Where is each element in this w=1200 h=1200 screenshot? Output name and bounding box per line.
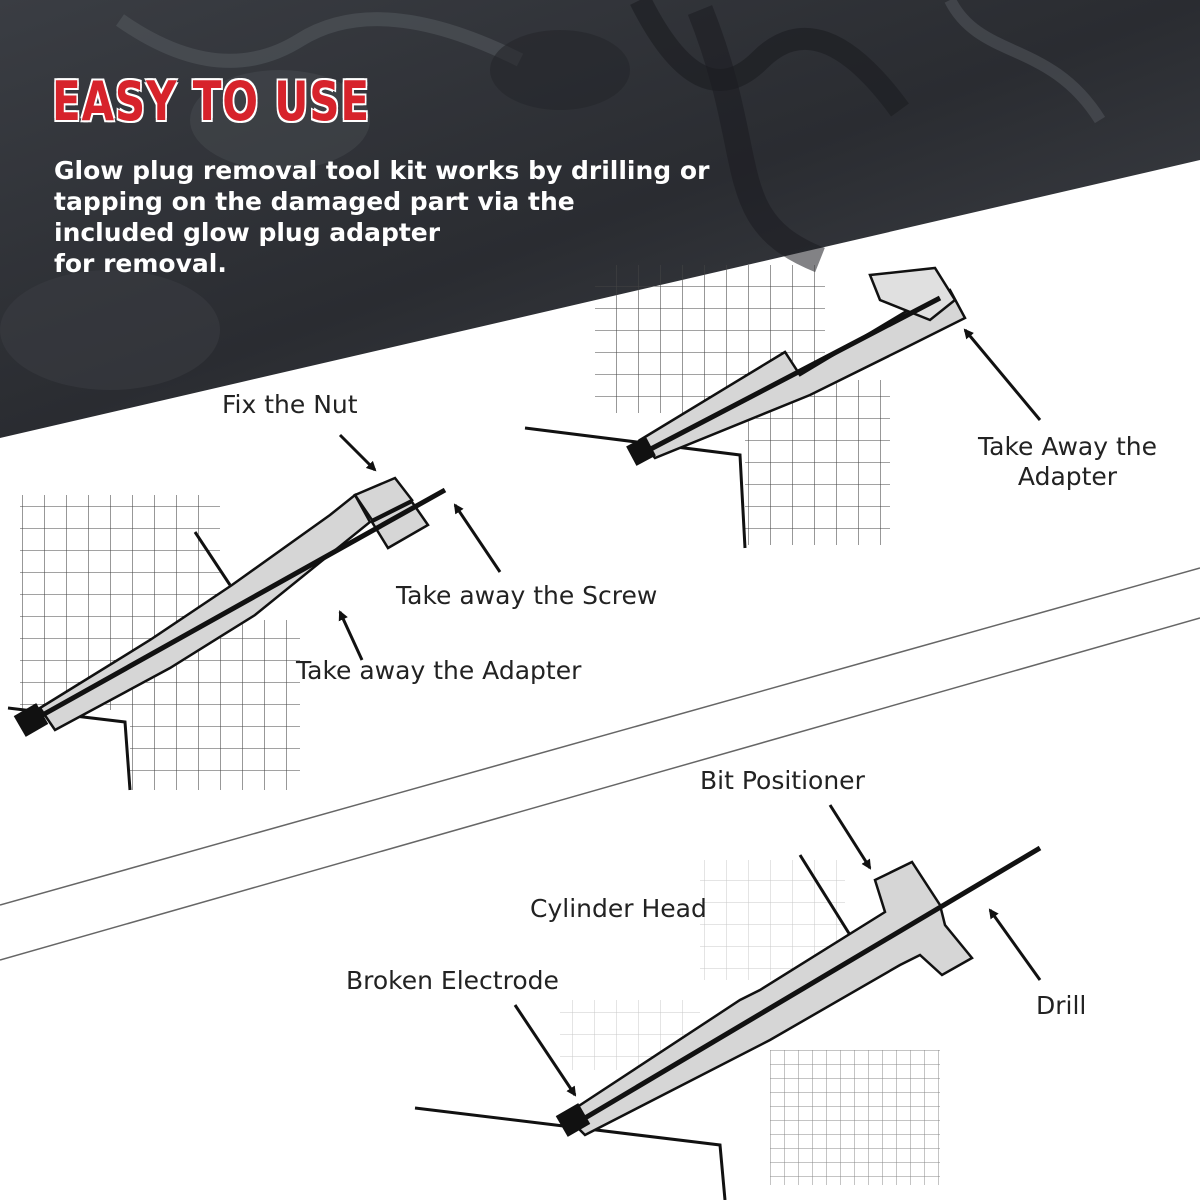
diagram-remove-adapter xyxy=(525,265,1040,548)
intro-line: for removal. xyxy=(54,249,227,278)
cylinder-head-grid xyxy=(770,1050,940,1185)
arrow-bit-positioner xyxy=(830,805,870,868)
arrow-take-adapter xyxy=(340,612,362,660)
intro-line: tapping on the damaged part via the xyxy=(54,187,575,216)
label-broken-electrode: Broken Electrode xyxy=(346,966,559,995)
label-line: Take Away the xyxy=(978,432,1157,461)
label-fix-the-nut: Fix the Nut xyxy=(222,390,358,419)
label-take-away-adapter-2: Take away the Adapter xyxy=(296,656,582,685)
headline: EASY TO USE xyxy=(52,70,370,133)
label-take-away-adapter xyxy=(955,432,1180,492)
label-drill: Drill xyxy=(1036,991,1087,1020)
label-cylinder-head: Cylinder Head xyxy=(530,894,707,923)
diagram-drill xyxy=(415,805,1040,1200)
arrow-drill xyxy=(990,910,1040,980)
arrow-fix-nut xyxy=(340,435,375,470)
intro-text xyxy=(54,155,784,279)
intro-line: included glow plug adapter xyxy=(54,218,441,247)
arrow-take-away-adapter xyxy=(965,330,1040,420)
label-bit-positioner: Bit Positioner xyxy=(700,766,865,795)
intro-line: Glow plug removal tool kit works by drilling or xyxy=(54,156,710,185)
label-take-away-screw: Take away the Screw xyxy=(396,581,658,610)
arrow-take-screw xyxy=(455,505,500,572)
diagram-remove-screw xyxy=(8,435,500,790)
label-line: Adapter xyxy=(1017,462,1118,491)
